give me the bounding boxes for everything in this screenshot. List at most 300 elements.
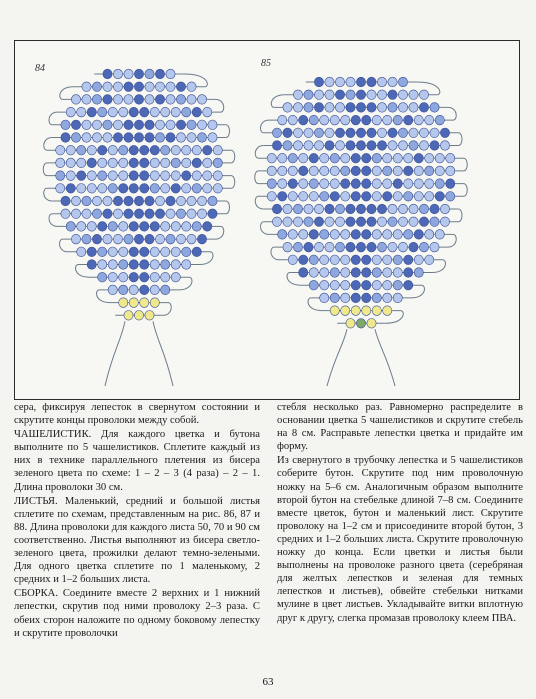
- scheme-85-bead: [351, 268, 360, 278]
- scheme-85-bead: [293, 90, 302, 100]
- scheme-84-bead: [145, 133, 154, 143]
- scheme-85-bead: [430, 204, 439, 214]
- scheme-85-bead: [377, 204, 386, 214]
- scheme-85-bead: [383, 306, 392, 316]
- scheme-85-bead: [341, 179, 350, 189]
- scheme-84-bead: [140, 272, 149, 282]
- scheme-84-bead: [87, 247, 96, 257]
- scheme-85-bead: [356, 128, 365, 138]
- scheme-85-bead: [372, 115, 381, 125]
- scheme-85-bead: [309, 192, 318, 202]
- scheme-84-wire-loop: [76, 265, 89, 278]
- scheme-85-wire-loop: [255, 146, 264, 159]
- scheme-84-bead: [103, 95, 112, 105]
- scheme-85-bead: [267, 179, 276, 189]
- scheme-85-bead: [398, 204, 407, 214]
- scheme-85-bead: [356, 77, 365, 87]
- scheme-85-bead: [372, 280, 381, 290]
- scheme-84-bead: [171, 171, 180, 181]
- scheme-84-bead: [92, 82, 101, 92]
- scheme-85-bead: [346, 141, 355, 151]
- scheme-84-bead: [113, 82, 122, 92]
- scheme-84-bead: [176, 234, 185, 244]
- scheme-85-bead: [293, 128, 302, 138]
- scheme-85-bead: [320, 293, 329, 303]
- scheme-85-bead: [356, 204, 365, 214]
- scheme-85-bead: [446, 166, 455, 176]
- scheme-84-bead: [129, 298, 138, 308]
- scheme-84-stem-wire: [153, 321, 173, 386]
- scheme-84-bead: [155, 120, 164, 130]
- scheme-84-bead: [103, 82, 112, 92]
- scheme-85-bead: [388, 90, 397, 100]
- scheme-85-bead: [388, 217, 397, 227]
- scheme-84-bead: [161, 247, 170, 257]
- scheme-84-bead: [124, 95, 133, 105]
- scheme-85-bead: [409, 217, 418, 227]
- scheme-85-bead: [372, 192, 381, 202]
- scheme-84-bead: [87, 158, 96, 168]
- scheme-85-bead: [283, 242, 292, 252]
- scheme-85-bead: [393, 230, 402, 240]
- scheme-84-bead: [150, 272, 159, 282]
- scheme-84-bead: [140, 171, 149, 181]
- scheme-85-bead: [314, 77, 323, 87]
- scheme-85-bead: [377, 141, 386, 151]
- paragraph-assembly: СБОРКА. Соедините вместе 2 верхних и 1 нижний лепестки, скрутив под ними проволоку 2–3 раза. С обеих сторон наложите по одному боковому лепестку и скрутите проволочки: [14, 588, 260, 639]
- scheme-85-bead: [272, 217, 281, 227]
- scheme-84-bead: [119, 285, 128, 295]
- scheme-84-bead: [98, 222, 107, 232]
- scheme-84-wire-loop: [200, 252, 213, 265]
- scheme-85-bead: [288, 153, 297, 163]
- scheme-84-bead: [161, 272, 170, 282]
- scheme-84-bead: [124, 311, 133, 321]
- scheme-84-bead: [155, 133, 164, 143]
- scheme-85-bead: [314, 141, 323, 151]
- scheme-85-bead: [309, 280, 318, 290]
- scheme-84-bead: [150, 260, 159, 270]
- scheme-84-bead: [71, 209, 80, 219]
- scheme-85-bead: [299, 268, 308, 278]
- scheme-84-bead: [129, 247, 138, 257]
- scheme-84-bead: [155, 196, 164, 206]
- scheme-85-bead: [272, 204, 281, 214]
- scheme-85-bead: [341, 255, 350, 265]
- scheme-84-bead: [56, 158, 65, 168]
- scheme-84-bead: [113, 209, 122, 219]
- scheme-85-bead: [398, 90, 407, 100]
- scheme-84-bead: [82, 82, 91, 92]
- scheme-84-bead: [203, 171, 212, 181]
- scheme-84-bead: [124, 82, 133, 92]
- scheme-85-bead: [367, 128, 376, 138]
- scheme-84-bead: [155, 69, 164, 79]
- scheme-84-bead: [119, 298, 128, 308]
- scheme-84-bead: [161, 184, 170, 194]
- scheme-85-bead: [435, 192, 444, 202]
- scheme-85-bead: [419, 103, 428, 113]
- scheme-84-bead: [145, 82, 154, 92]
- scheme-84-bead: [176, 82, 185, 92]
- scheme-85-bead: [330, 153, 339, 163]
- scheme-85-bead: [278, 230, 287, 240]
- scheme-85-bead: [377, 217, 386, 227]
- text-column-left: [14, 401, 260, 641]
- scheme-84-bead: [134, 69, 143, 79]
- scheme-85-bead: [425, 230, 434, 240]
- scheme-84-bead: [155, 209, 164, 219]
- scheme-84-bead: [119, 272, 128, 282]
- scheme-85-bead: [419, 242, 428, 252]
- scheme-84-bead: [187, 209, 196, 219]
- scheme-84-bead: [171, 272, 180, 282]
- scheme-85-bead: [372, 255, 381, 265]
- scheme-85-bead: [351, 230, 360, 240]
- scheme-85-bead: [425, 153, 434, 163]
- scheme-84-bead: [203, 158, 212, 168]
- scheme-85-bead: [335, 141, 344, 151]
- scheme-84-bead: [187, 120, 196, 130]
- scheme-85-bead: [272, 128, 281, 138]
- scheme-85-bead: [299, 153, 308, 163]
- scheme-84-bead: [187, 196, 196, 206]
- scheme-84-bead: [66, 107, 75, 117]
- scheme-84-bead: [182, 145, 191, 155]
- scheme-85-bead: [356, 319, 365, 329]
- scheme-85-bead: [414, 153, 423, 163]
- scheme-84-bead: [134, 196, 143, 206]
- scheme-84-bead: [134, 120, 143, 130]
- scheme-84-bead: [119, 145, 128, 155]
- scheme-85-bead: [414, 179, 423, 189]
- scheme-85-bead: [362, 153, 371, 163]
- scheme-84-bead: [66, 171, 75, 181]
- scheme-84-bead: [208, 120, 217, 130]
- scheme-85-bead: [335, 204, 344, 214]
- scheme-85-bead: [346, 204, 355, 214]
- figure-number-84: 84: [35, 63, 45, 74]
- scheme-85-bead: [404, 268, 413, 278]
- scheme-84-bead: [208, 209, 217, 219]
- scheme-84-bead: [119, 247, 128, 257]
- scheme-84-bead: [197, 133, 206, 143]
- scheme-85-bead: [351, 306, 360, 316]
- scheme-85-bead: [377, 128, 386, 138]
- scheme-85-bead: [330, 293, 339, 303]
- scheme-85-bead: [351, 293, 360, 303]
- scheme-85-bead: [398, 217, 407, 227]
- scheme-84-bead: [66, 222, 75, 232]
- scheme-84-bead: [108, 171, 117, 181]
- scheme-84-bead: [150, 184, 159, 194]
- scheme-85-bead: [440, 141, 449, 151]
- scheme-85-bead: [398, 128, 407, 138]
- scheme-84-wire-loop: [43, 163, 47, 176]
- scheme-84-bead: [176, 209, 185, 219]
- scheme-85-bead: [346, 90, 355, 100]
- scheme-84-bead: [77, 158, 86, 168]
- scheme-84-bead: [161, 171, 170, 181]
- paragraph: сера, фиксируя лепесток в свернутом состоянии и скрутите концы проволоки между собой.: [14, 402, 260, 427]
- scheme-84-bead: [192, 222, 201, 232]
- scheme-85-bead: [356, 217, 365, 227]
- scheme-84-bead: [161, 107, 170, 117]
- scheme-85-bead: [435, 230, 444, 240]
- scheme-84-bead: [166, 133, 175, 143]
- scheme-85-bead: [409, 103, 418, 113]
- scheme-85-bead: [330, 280, 339, 290]
- scheme-84-bead: [129, 145, 138, 155]
- scheme-85-wire-loop: [448, 234, 457, 247]
- scheme-85-bead: [346, 217, 355, 227]
- scheme-84-bead: [140, 107, 149, 117]
- scheme-84-bead: [113, 95, 122, 105]
- scheme-85-bead: [278, 192, 287, 202]
- scheme-84-bead: [155, 234, 164, 244]
- scheme-84-bead: [124, 209, 133, 219]
- scheme-84-bead: [119, 158, 128, 168]
- scheme-85-bead: [430, 217, 439, 227]
- scheme-85-bead: [325, 217, 334, 227]
- scheme-84-wire-loop: [179, 277, 192, 290]
- scheme-85-bead: [341, 230, 350, 240]
- scheme-84-stem-wire: [105, 321, 125, 386]
- scheme-84-bead: [197, 234, 206, 244]
- scheme-85-bead: [304, 128, 313, 138]
- scheme-85-bead: [288, 255, 297, 265]
- scheme-84-bead: [82, 234, 91, 244]
- scheme-85-bead: [299, 115, 308, 125]
- scheme-85-bead: [288, 115, 297, 125]
- scheme-84-bead: [197, 120, 206, 130]
- scheme-85-bead: [409, 141, 418, 151]
- scheme-85-wire-loop: [308, 298, 321, 311]
- scheme-85-bead: [304, 90, 313, 100]
- scheme-85-bead: [320, 280, 329, 290]
- scheme-84-bead: [77, 107, 86, 117]
- scheme-84-wire-loop: [215, 226, 224, 239]
- scheme-84-bead: [171, 184, 180, 194]
- scheme-84-bead: [166, 234, 175, 244]
- scheme-84-bead: [98, 107, 107, 117]
- scheme-84-bead: [213, 184, 222, 194]
- scheme-85-bead: [367, 90, 376, 100]
- scheme-85-bead: [367, 77, 376, 87]
- scheme-85-bead: [383, 166, 392, 176]
- scheme-85-bead: [320, 179, 329, 189]
- scheme-84-bead: [187, 133, 196, 143]
- scheme-85-wire-loop: [464, 158, 468, 171]
- scheme-85-bead: [351, 166, 360, 176]
- scheme-84-bead: [119, 222, 128, 232]
- scheme-85-bead: [425, 192, 434, 202]
- scheme-84-bead: [134, 209, 143, 219]
- scheme-84-bead: [171, 158, 180, 168]
- scheme-85-bead: [325, 77, 334, 87]
- scheme-84-bead: [82, 133, 91, 143]
- scheme-85-bead: [362, 179, 371, 189]
- section-heading: СБОРКА.: [14, 588, 58, 600]
- scheme-85-bead: [346, 103, 355, 113]
- scheme-85-bead: [367, 103, 376, 113]
- scheme-85-bead: [372, 166, 381, 176]
- scheme-85-bead: [346, 77, 355, 87]
- scheme-84-bead: [213, 158, 222, 168]
- scheme-84-bead: [87, 145, 96, 155]
- scheme-85-bead: [320, 115, 329, 125]
- scheme-84-bead: [108, 184, 117, 194]
- scheme-84-wire-loop: [215, 99, 224, 112]
- scheme-84-bead: [145, 120, 154, 130]
- scheme-84-wire-loop: [49, 214, 58, 227]
- scheme-84-bead: [208, 133, 217, 143]
- scheme-85-wire-loop: [448, 107, 457, 120]
- text-column-right: [277, 401, 523, 626]
- scheme-85-wire-loop: [458, 133, 462, 146]
- scheme-84-bead: [77, 171, 86, 181]
- scheme-84-bead: [140, 298, 149, 308]
- scheme-85-bead: [388, 204, 397, 214]
- scheme-85-bead: [283, 204, 292, 214]
- scheme-84-bead: [87, 107, 96, 117]
- scheme-84-wire-loop: [60, 87, 73, 100]
- scheme-85-bead: [398, 77, 407, 87]
- scheme-85-bead: [404, 192, 413, 202]
- scheme-84-bead: [82, 209, 91, 219]
- scheme-85-bead: [278, 115, 287, 125]
- scheme-85-bead: [425, 166, 434, 176]
- scheme-84-bead: [98, 260, 107, 270]
- scheme-85-bead: [362, 280, 371, 290]
- scheme-84-wire-loop: [226, 125, 230, 138]
- scheme-84-bead: [92, 209, 101, 219]
- scheme-85-bead: [362, 268, 371, 278]
- scheme-84-bead: [129, 171, 138, 181]
- scheme-85-bead: [377, 242, 386, 252]
- scheme-84-bead: [203, 145, 212, 155]
- scheme-84-bead: [182, 247, 191, 257]
- paragraph: Из свернутого в трубочку лепестка и 5 чашелистиков соберите бутон. Скрутите под ним проволочную ножку на 5–6 см. Аналогичным образом выполните второй бутон на стебельке длиной 7–8 см. Соедините вместе цветок, бутон и маленький лист. Скрутите проволоку на 1–2 см и присоедините второй бутон, 3 средних и 1–2 больших листа. Скрутите проволочную ножку до конца. Если цветки и листья были выполнены на проволоке разного цвета (серебряная для желтых лепестков и зеленая для темных лепестков и листьев), обвейте стебельки нитками мулине в цвет листьев. Укладывайте витки вплотную друг к другу, слегка промазав проволоку клеем ПВА.: [277, 455, 523, 624]
- scheme-85-bead: [430, 141, 439, 151]
- scheme-85-bead: [425, 255, 434, 265]
- scheme-85-bead: [330, 268, 339, 278]
- scheme-84-bead: [124, 133, 133, 143]
- scheme-85-bead: [346, 319, 355, 329]
- scheme-84-bead: [140, 145, 149, 155]
- scheme-84-bead: [150, 171, 159, 181]
- scheme-85-bead: [383, 268, 392, 278]
- scheme-84-bead: [113, 120, 122, 130]
- scheme-84-wire-loop: [49, 112, 58, 125]
- scheme-85-bead: [393, 153, 402, 163]
- section-heading: ЧАШЕЛИСТИК.: [14, 429, 92, 441]
- scheme-84-bead: [203, 222, 212, 232]
- scheme-85-bead: [362, 115, 371, 125]
- scheme-84-bead: [140, 247, 149, 257]
- scheme-84-bead: [150, 298, 159, 308]
- scheme-85-bead: [325, 103, 334, 113]
- scheme-84-bead: [56, 145, 65, 155]
- scheme-85-bead: [341, 280, 350, 290]
- scheme-85-bead: [372, 179, 381, 189]
- scheme-85-bead: [435, 179, 444, 189]
- scheme-85-bead: [383, 115, 392, 125]
- scheme-85-stem-wire: [327, 329, 347, 386]
- paragraph: стебля несколько раз. Равномерно распределите в основании цветка 5 чашелистиков и скрутите стебель на 8 см. Расправьте лепестки цветка и придайте им форму.: [277, 402, 523, 453]
- scheme-85-bead: [314, 204, 323, 214]
- scheme-84-bead: [182, 158, 191, 168]
- scheme-84-bead: [166, 209, 175, 219]
- scheme-84-bead: [150, 247, 159, 257]
- scheme-85-wire-loop: [432, 260, 445, 273]
- scheme-85-bead: [446, 179, 455, 189]
- scheme-85-bead: [393, 268, 402, 278]
- scheme-84-wire-loop: [231, 176, 235, 189]
- scheme-85-bead: [383, 280, 392, 290]
- scheme-85-bead: [299, 230, 308, 240]
- scheme-85-bead: [341, 166, 350, 176]
- scheme-84-bead: [124, 196, 133, 206]
- scheme-85-bead: [299, 179, 308, 189]
- scheme-85-bead: [419, 217, 428, 227]
- scheme-84-bead: [71, 133, 80, 143]
- scheme-85-bead: [309, 179, 318, 189]
- scheme-84-bead: [92, 133, 101, 143]
- scheme-85-bead: [335, 128, 344, 138]
- scheme-85-bead: [404, 230, 413, 240]
- scheme-84-bead: [87, 222, 96, 232]
- scheme-84-bead: [119, 107, 128, 117]
- scheme-84-bead: [187, 95, 196, 105]
- scheme-84-bead: [129, 184, 138, 194]
- scheme-85-bead: [409, 90, 418, 100]
- scheme-84-bead: [182, 222, 191, 232]
- scheme-85-bead: [278, 166, 287, 176]
- scheme-85-bead: [335, 90, 344, 100]
- scheme-84-bead: [161, 285, 170, 295]
- scheme-85-bead: [362, 166, 371, 176]
- scheme-85-bead: [435, 166, 444, 176]
- scheme-85-bead: [304, 242, 313, 252]
- scheme-85-bead: [330, 230, 339, 240]
- scheme-85-bead: [425, 115, 434, 125]
- scheme-84-bead: [171, 107, 180, 117]
- scheme-85-bead: [383, 179, 392, 189]
- scheme-85-bead: [309, 115, 318, 125]
- scheme-84-bead: [145, 234, 154, 244]
- beading-diagram: [15, 41, 519, 399]
- scheme-84-bead: [182, 260, 191, 270]
- scheme-85-bead: [414, 115, 423, 125]
- scheme-84-bead: [166, 196, 175, 206]
- scheme-84-bead: [129, 285, 138, 295]
- scheme-85-bead: [404, 153, 413, 163]
- paragraph-sepals: ЧАШЕЛИСТИК. Для каждого цветка и бутона выполните по 5 чашелистиков. Сплетите каждый из них в технике параллельного плетения из бисера зеленого цвета по схеме: 1 – 2 – 3 (4 раза) – 2 – 1. Длина проволоки 30 см.: [14, 429, 260, 493]
- section-heading: ЛИСТЬЯ.: [14, 495, 58, 507]
- scheme-84-bead: [155, 95, 164, 105]
- scheme-85-bead: [288, 230, 297, 240]
- scheme-85-bead: [293, 204, 302, 214]
- scheme-84-bead: [129, 260, 138, 270]
- scheme-84-bead: [171, 222, 180, 232]
- scheme-84-bead: [176, 120, 185, 130]
- scheme-84-wire-loop: [44, 138, 53, 151]
- scheme-84-bead: [108, 158, 117, 168]
- scheme-85-bead: [383, 192, 392, 202]
- scheme-84-bead: [161, 145, 170, 155]
- scheme-84-bead: [182, 171, 191, 181]
